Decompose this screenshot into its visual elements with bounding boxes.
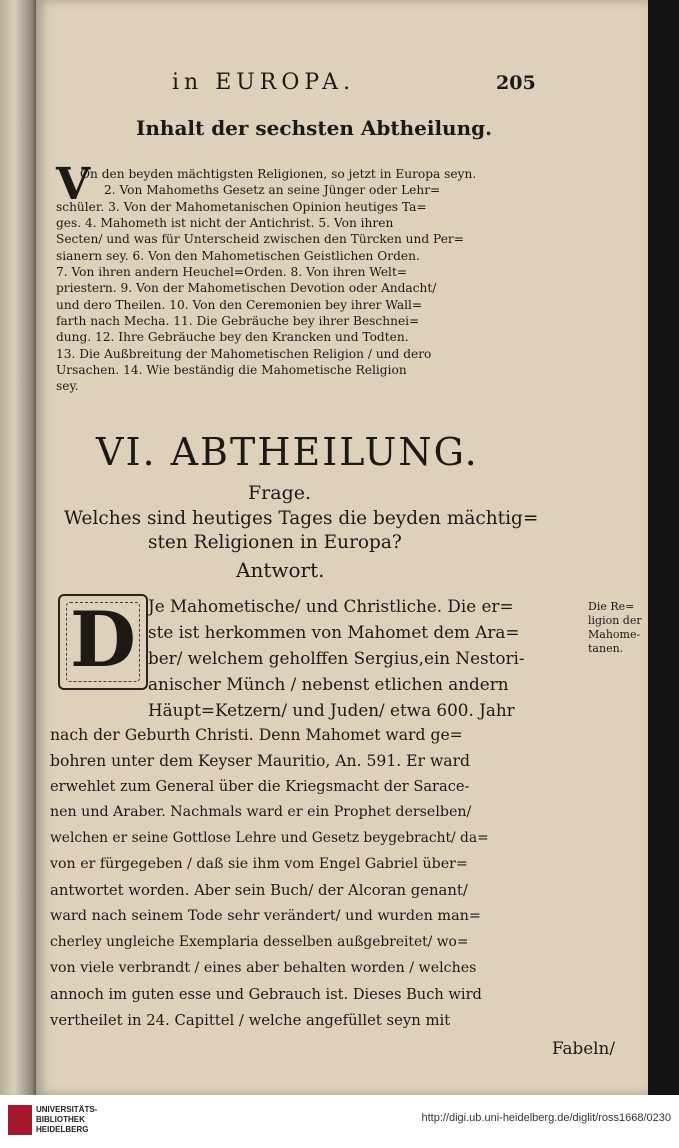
body-line: nach der Geburth Christi. Denn Mahomet ward ge=: [50, 726, 463, 744]
margin-note-line: tanen.: [588, 642, 624, 655]
body-line: Häupt=Ketzern/ und Juden/ etwa 600. Jahr: [148, 700, 515, 720]
question-label: Frage.: [248, 482, 312, 504]
answer-label: Antwort.: [236, 558, 325, 582]
contents-line: ges. 4. Mahometh ist nicht der Antichrist. 5. Von ihren: [56, 216, 394, 230]
contents-line: Secten/ und was für Unterscheid zwischen den Türcken und Per=: [56, 232, 464, 246]
body-line: antwortet worden. Aber sein Buch/ der Alcoran genant/: [50, 882, 468, 899]
body-line: ward nach seinem Tode sehr verändert/ und wurden man=: [50, 908, 481, 924]
contents-line: sianern sey. 6. Von den Mahometischen Geistlichen Orden.: [56, 249, 420, 263]
contents-line: dung. 12. Ihre Gebräuche bey den Krancken und Todten.: [56, 330, 409, 344]
body-line: welchen er seine Gottlose Lehre und Gesetz beygebracht/ da=: [50, 830, 489, 846]
body-line: annoch im guten esse und Gebrauch ist. Dieses Buch wird: [50, 986, 482, 1003]
body-line: erwehlet zum General über die Kriegsmacht der Sarace-: [50, 778, 470, 795]
running-title: in EUROPA.: [172, 70, 356, 95]
body-line: Je Mahometische/ und Christliche. Die er=: [148, 596, 514, 616]
contents-drop-initial: V: [56, 159, 91, 210]
contents-line: farth nach Mecha. 11. Die Gebräuche bey ihrer Beschnei=: [56, 314, 420, 328]
scan-background: [648, 0, 679, 1095]
contents-line: 13. Die Außbreitung der Mahometischen Religion / und dero: [56, 347, 432, 361]
body-line: ber/ welchem geholffen Sergius,ein Nestori-: [148, 648, 525, 668]
ornamental-drop-initial: [58, 594, 148, 690]
library-logo-icon: [8, 1105, 32, 1135]
library-name: UNIVERSITÄTS- BIBLIOTHEK HEIDELBERG: [36, 1105, 98, 1134]
body-line: von viele verbrandt / eines aber behalten worden / welches: [50, 960, 477, 976]
contents-line: On den beyden mächtigsten Religionen, so jetzt in Europa seyn.: [80, 167, 477, 181]
body-line: von er fürgegeben / daß sie ihm vom Engel Gabriel über=: [50, 856, 468, 872]
contents-line: 7. Von ihren andern Heuchel=Orden. 8. Von ihren Welt=: [56, 265, 408, 279]
digitization-footer: [0, 1095, 679, 1148]
section-title: VI. ABTHEILUNG.: [96, 430, 479, 474]
body-line: bohren unter dem Keyser Mauritio, An. 591. Er ward: [50, 752, 471, 770]
body-line: ste ist herkommen von Mahomet dem Ara=: [148, 622, 520, 642]
book-page: [36, 0, 648, 1095]
source-url[interactable]: http://digi.ub.uni-heidelberg.de/diglit/ross1668/0230: [421, 1112, 671, 1124]
catchword: Fabeln/: [552, 1038, 616, 1058]
margin-note-line: Mahome-: [588, 628, 641, 641]
page-number: 205: [496, 72, 536, 94]
contents-line: priestern. 9. Von der Mahometischen Devotion oder Andacht/: [56, 281, 437, 295]
question-line: Welches sind heutiges Tages die beyden mächtig=: [64, 508, 539, 529]
body-line: vertheilet in 24. Capittel / welche angefüllet seyn mit: [50, 1012, 451, 1029]
book-spine: [0, 0, 40, 1095]
margin-note-line: Die Re=: [588, 600, 635, 613]
contents-title: Inhalt der sechsten Abtheilung.: [136, 116, 493, 140]
contents-line: sey.: [56, 379, 79, 393]
question-line: sten Religionen in Europa?: [148, 532, 402, 553]
contents-line: schüler. 3. Von der Mahometanischen Opinion heutiges Ta=: [56, 200, 427, 214]
margin-note-line: ligion der: [588, 614, 642, 627]
contents-line: 2. Von Mahomeths Gesetz an seine Jünger oder Lehr=: [104, 183, 441, 197]
body-line: cherley ungleiche Exemplaria desselben außgebreitet/ wo=: [50, 934, 469, 950]
contents-line: und dero Theilen. 10. Von den Ceremonien bey ihrer Wall=: [56, 298, 423, 312]
body-line: nen und Araber. Nachmals ward er ein Prophet derselben/: [50, 804, 472, 820]
contents-line: Ursachen. 14. Wie beständig die Mahometische Religion: [56, 363, 407, 377]
body-line: anischer Münch / nebenst etlichen andern: [148, 674, 509, 694]
drop-initial-letter: D: [70, 595, 136, 684]
